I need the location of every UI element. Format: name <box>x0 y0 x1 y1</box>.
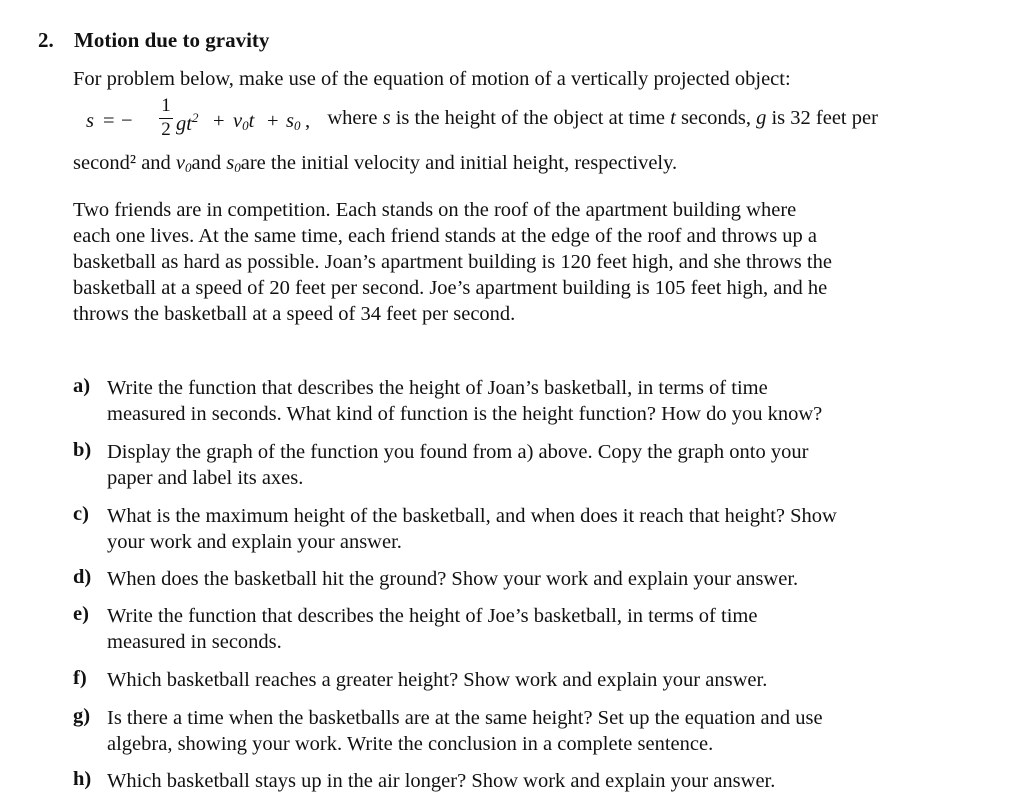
question-label: h) <box>73 768 92 790</box>
eq-lhs: s <box>86 110 94 132</box>
var-v0: $v_0$ <box>175 152 192 175</box>
eq-term-v: $v_0t$ <box>233 110 255 133</box>
eq-term-g: $gt^2$ <box>176 110 199 135</box>
question-line: Write the function that describes the height of Joan’s basketball, in terms of time <box>107 377 768 399</box>
question-label: c) <box>73 503 89 525</box>
section-number: 2. <box>38 28 54 52</box>
eq-comma: , <box>305 110 311 132</box>
question-label: g) <box>73 705 91 727</box>
section-heading <box>38 28 269 53</box>
var-s0: $s_0$ <box>226 152 241 175</box>
eq-frac-num: 1 <box>161 95 171 116</box>
eq-term-s: $s_0$ <box>286 110 301 133</box>
story-line: basketball at a speed of 20 feet per second. Joe’s apartment building is 105 feet high, and he <box>73 277 828 299</box>
intro-text: For problem below, make use of the equation of motion of a vertically projected object: <box>73 68 791 90</box>
question-line: Display the graph of the function you found from a) above. Copy the graph onto your <box>107 441 809 463</box>
question-line: What is the maximum height of the basketball, and when does it reach that height? Show <box>107 505 837 527</box>
story-line: throws the basketball at a speed of 34 feet per second. <box>73 303 516 325</box>
question-label: a) <box>73 375 91 397</box>
equation-definitions: second² and $v_0and$ $s_0are$ the initial velocity and initial height, respectively. <box>73 152 678 175</box>
question-line: measured in seconds. What kind of function is the height function? How do you know? <box>107 403 823 425</box>
eq-equals: = <box>103 110 115 132</box>
story-line: Two friends are in competition. Each stands on the roof of the apartment building where <box>73 199 797 221</box>
question-line: algebra, showing your work. Write the conclusion in a complete sentence. <box>107 733 714 755</box>
question-line: Is there a time when the basketballs are at the same height? Set up the equation and use <box>107 707 823 729</box>
question-line: Write the function that describes the height of Joe’s basketball, in terms of time <box>107 605 758 627</box>
eq-explain: where s is the height of the object at time t seconds, g is 32 feet per <box>327 107 878 129</box>
question-label: d) <box>73 566 92 588</box>
eq-frac-den: 2 <box>161 119 171 140</box>
equation-line <box>73 96 953 146</box>
question-label: b) <box>73 439 92 461</box>
story-line: basketball as hard as possible. Joan’s apartment building is 120 feet high, and she throws the <box>73 251 832 273</box>
story-line: each one lives. At the same time, each friend stands at the edge of the roof and throws up a <box>73 225 818 247</box>
question-label: f) <box>73 667 87 689</box>
question-line: your work and explain your answer. <box>107 531 402 553</box>
eq-fraction <box>159 96 173 140</box>
question-line: measured in seconds. <box>107 631 282 653</box>
story-paragraph <box>73 197 832 327</box>
eq-plus-1: + <box>213 110 225 132</box>
eq-plus-2: + <box>267 110 279 132</box>
question-label: e) <box>73 603 89 625</box>
question-line: Which basketball stays up in the air longer? Show work and explain your answer. <box>107 770 776 792</box>
question-line: Which basketball reaches a greater height? Show work and explain your answer. <box>107 669 768 691</box>
eq-minus: − <box>121 110 133 132</box>
question-line: When does the basketball hit the ground? Show your work and explain your answer. <box>107 568 799 590</box>
question-line: paper and label its axes. <box>107 467 304 489</box>
section-title: Motion due to gravity <box>74 28 270 52</box>
